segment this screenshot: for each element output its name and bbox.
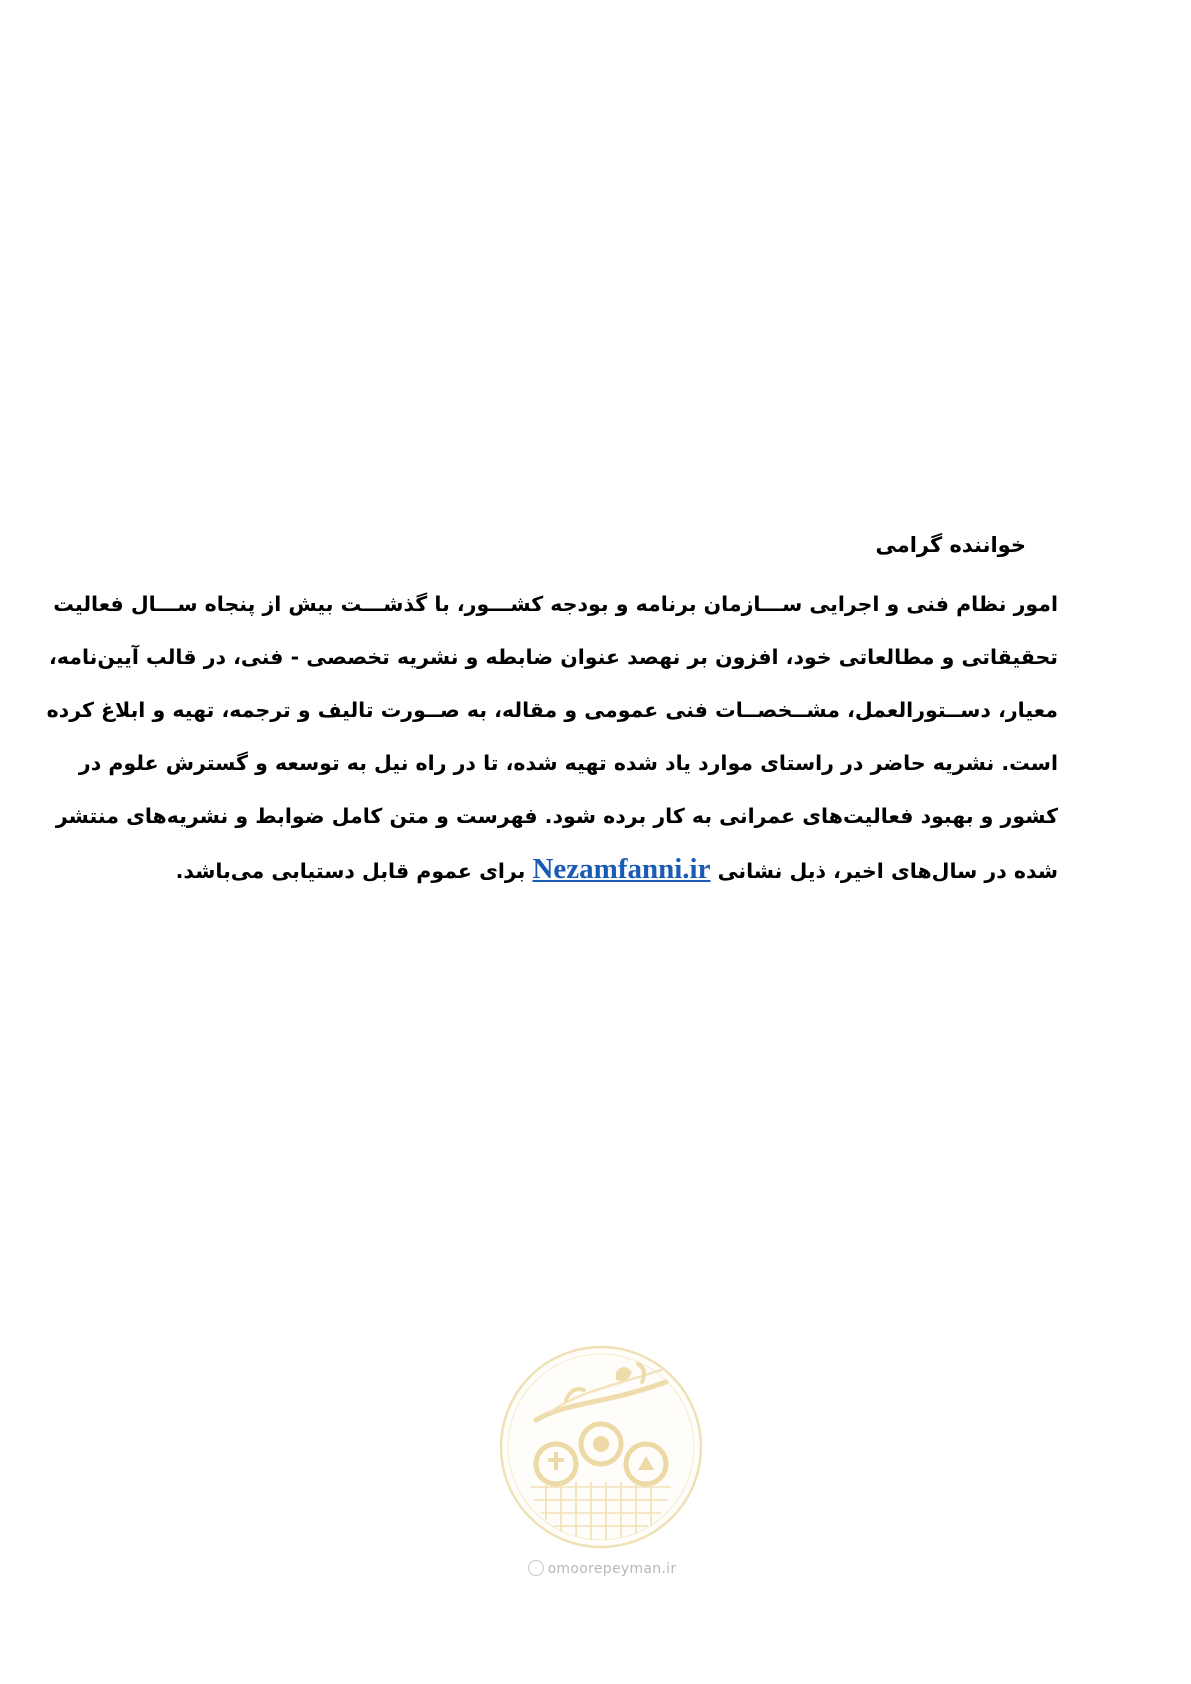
instagram-icon bbox=[528, 1560, 544, 1576]
watermark-handle-text: omoorepeyman.ir bbox=[547, 1561, 677, 1577]
paragraph-line: معیار، دســتورالعمل، مشــخصــات فنی عمومی و مقاله، به صــورت تالیف و ترجمه، تهیه و ابلاغ کرده bbox=[46, 698, 1058, 722]
paragraph-line: کشور و بهبود فعالیت‌های عمرانی به کار برده شود. فهرست و متن کامل ضوابط و نشریه‌های منتشر bbox=[55, 804, 1058, 828]
paragraph-line: تحقیقاتی و مطالعاتی خود، افزون بر نهصد عنوان ضابطه و نشریه تخصصی - فنی، در قالب آیین‌نامه، bbox=[49, 645, 1058, 669]
paragraph-line: است. نشریه حاضر در راستای موارد یاد شده تهیه شده، تا در راه نیل به توسعه و گسترش علوم در bbox=[78, 751, 1058, 775]
paragraph-last-line bbox=[175, 843, 1058, 898]
body-paragraph bbox=[46, 578, 1058, 898]
watermark-handle bbox=[497, 1560, 707, 1577]
salutation: خواننده گرامی bbox=[875, 533, 1026, 557]
omoorepeyman-logo bbox=[496, 1342, 706, 1552]
nezamfanni-link[interactable]: Nezamfanni.ir bbox=[532, 853, 711, 885]
last-line-after-link: برای عموم قابل دستیابی می‌باشد. bbox=[175, 859, 526, 883]
last-line-before-link: شده در سال‌های اخیر، ذیل نشانی bbox=[717, 859, 1058, 883]
paragraph-line: امور نظام فنی و اجرایی ســـازمان برنامه و بودجه کشـــور، با گذشـــت بیش از پنجاه ســـال فعالیت bbox=[53, 592, 1058, 616]
